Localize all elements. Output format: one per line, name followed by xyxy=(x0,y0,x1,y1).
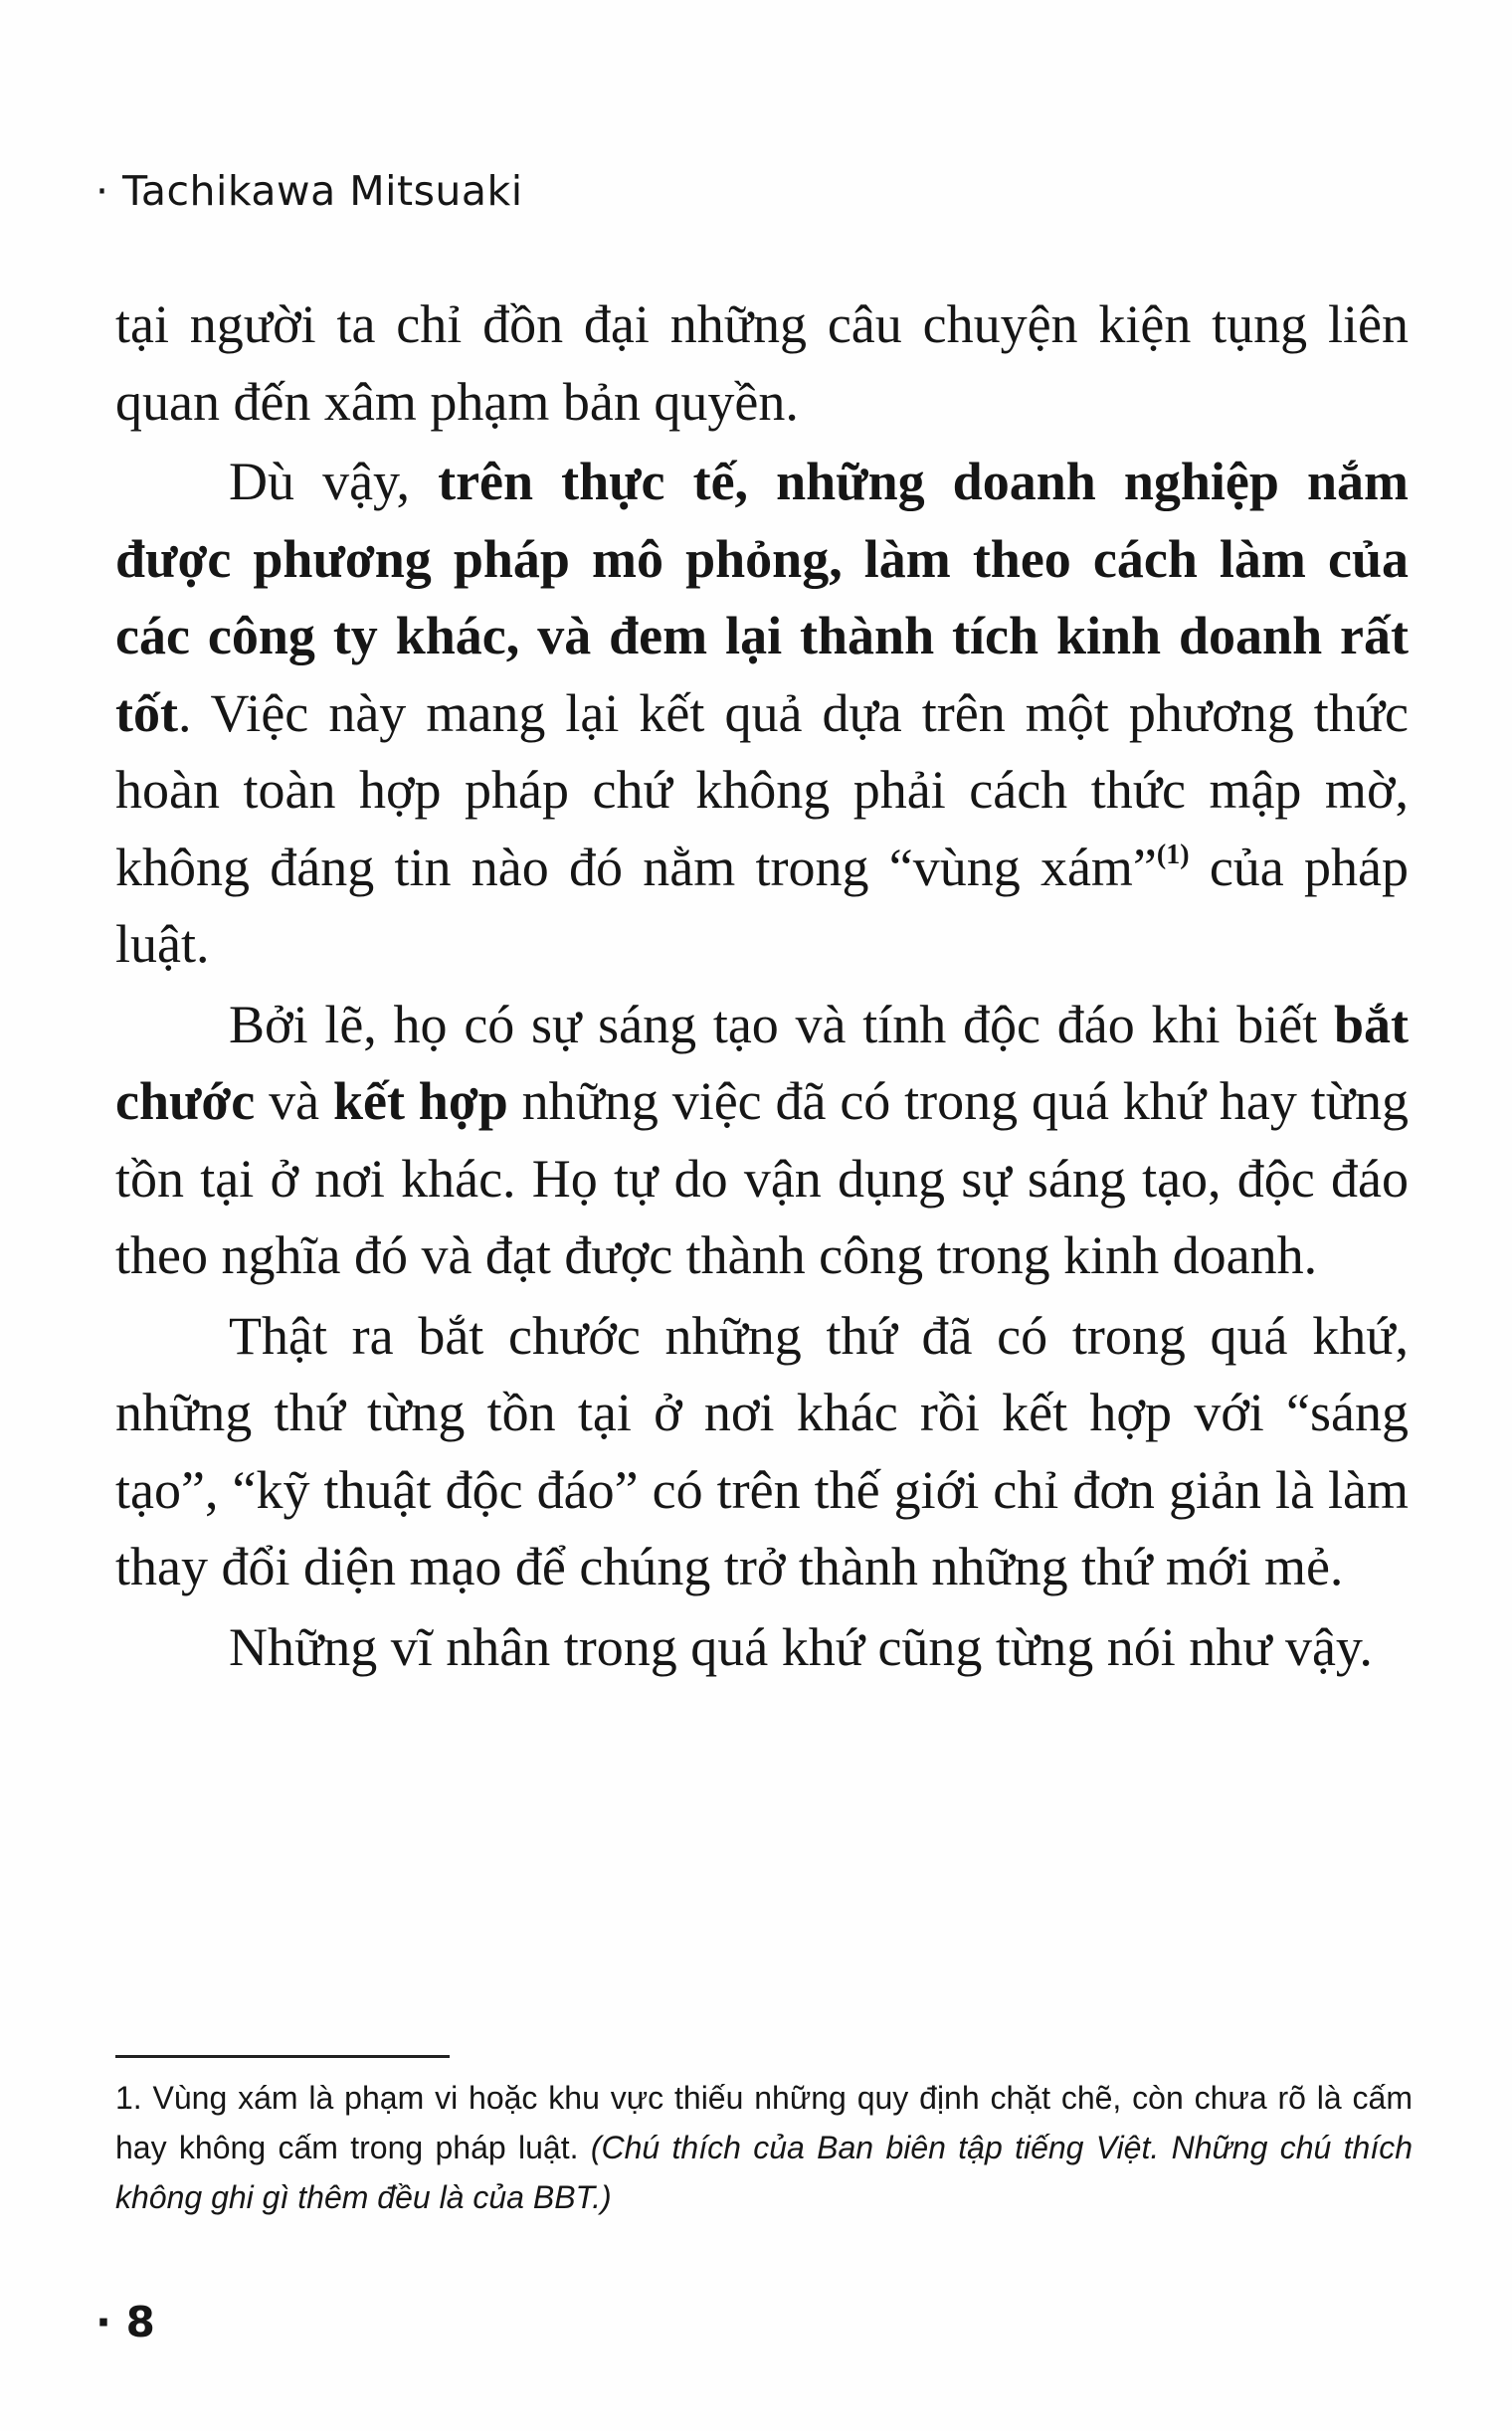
footnote-editor-note: (Chú thích của Ban biên tập tiếng Việt. Những chú thích không ghi gì thêm đều là của BBT.) xyxy=(115,2130,1414,2215)
page-number xyxy=(95,2298,155,2346)
paragraph-3-and: và xyxy=(255,1071,333,1131)
paragraph-3 xyxy=(115,987,1409,1295)
paragraph-4-text: Thật ra bắt chước những thứ đã có trong quá khứ, những thứ từng tồn tại ở nơi khác rồi kết hợp với “sáng tạo”, “kỹ thuật độc đáo” có trên thế giới chỉ đơn giản là làm thay đổi diện mạo để chúng trở thành những thứ mới mẻ. xyxy=(115,1305,1409,1596)
page-number-value: 8 xyxy=(125,2298,155,2346)
paragraph-5-text: Những vĩ nhân trong quá khứ cũng từng nói như vậy. xyxy=(229,1616,1373,1677)
paragraph-3-end: những việc đã có trong quá khứ hay từng tồn tại ở nơi khác. Họ tự do vận dụng sự sáng tạo, độc đáo theo nghĩa đó và đạt được thành công trong kinh doanh. xyxy=(115,1071,1409,1285)
footnote-ref: (1) xyxy=(1156,839,1190,870)
paragraph-2-end: của pháp luật. xyxy=(115,837,1409,974)
paragraph-4 xyxy=(115,1298,1409,1606)
header-bullet: · xyxy=(95,167,109,215)
paragraph-2 xyxy=(115,444,1409,984)
paragraph-2-mid: . Việc này mang lại kết quả dựa trên một phương thức hoàn toàn hợp pháp chứ không phải cách thức mập mờ, không đáng tin nào đó nằm trong “vùng xám” xyxy=(115,682,1409,897)
page-number-bullet: · xyxy=(95,2298,111,2346)
header-author: Tachikawa Mitsuaki xyxy=(122,167,523,215)
running-header xyxy=(95,167,523,215)
paragraph-3-start: Bởi lẽ, họ có sự sáng tạo và tính độc đáo khi biết xyxy=(229,994,1334,1054)
footnote xyxy=(115,2073,1413,2222)
paragraph-5 xyxy=(115,1609,1409,1687)
footnote-number: 1. xyxy=(115,2080,142,2116)
paragraph-3-bold-imitate: bắt chước xyxy=(115,994,1409,1131)
footnote-text: Vùng xám là phạm vi hoặc khu vực thiếu những quy định chặt chẽ, còn chưa rõ là cấm hay không cấm trong pháp luật. xyxy=(115,2080,1413,2165)
footnote-divider xyxy=(115,2055,450,2058)
paragraph-2-bold: trên thực tế, những doanh nghiệp nắm được phương pháp mô phỏng, làm theo cách làm của các công ty khác, và đem lại thành tích kinh doanh rất tốt xyxy=(115,452,1409,743)
body-text xyxy=(115,286,1409,1686)
paragraph-2-start: Dù vậy, xyxy=(229,452,439,511)
paragraph-1 xyxy=(115,286,1409,441)
paragraph-1-text: tại người ta chỉ đồn đại những câu chuyện kiện tụng liên quan đến xâm phạm bản quyền. xyxy=(115,294,1409,432)
paragraph-3-bold-combine: kết hợp xyxy=(332,1071,508,1131)
